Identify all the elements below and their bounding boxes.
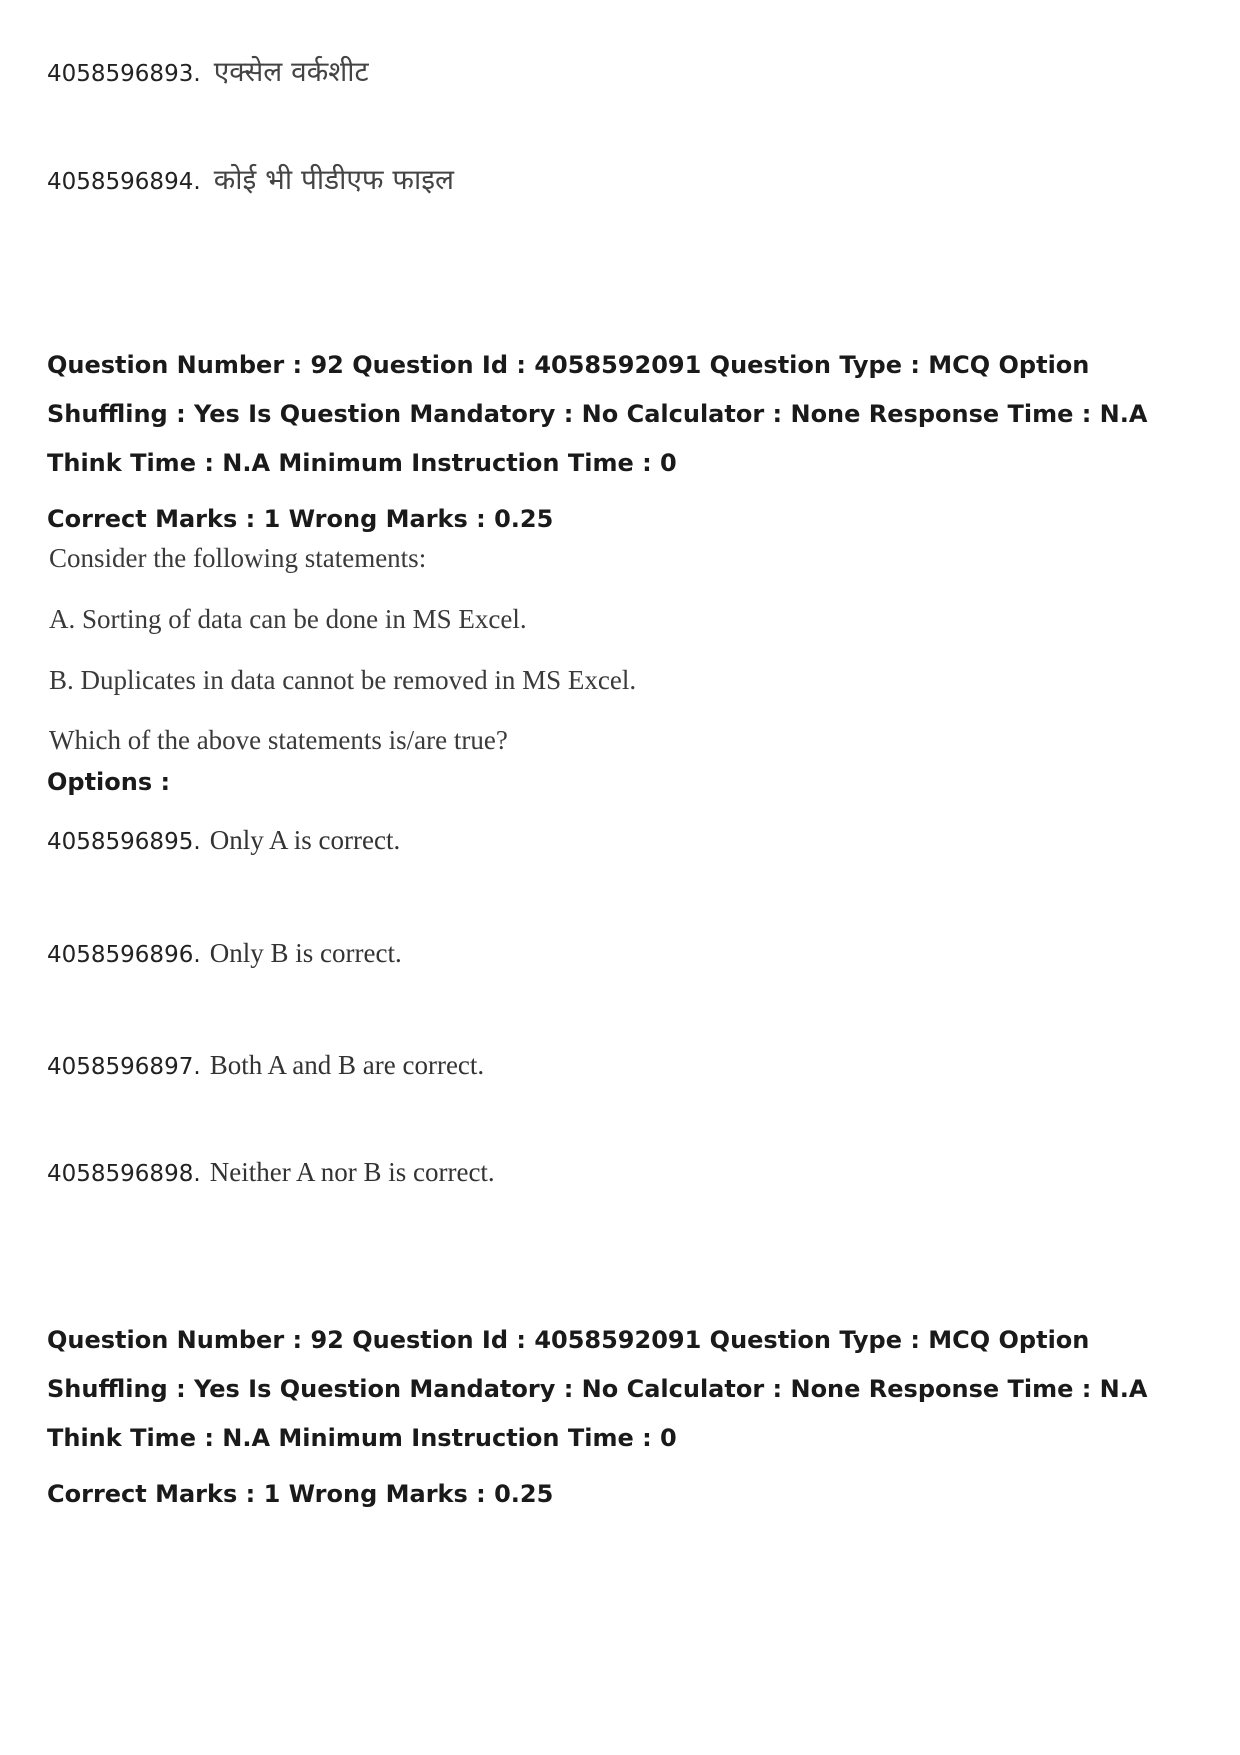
question-meta xyxy=(47,341,1207,488)
next-question-marks: Correct Marks : 1 Wrong Marks : 0.25 xyxy=(47,1480,554,1508)
question-meta-text: Question Number : 92 Question Id : 4058592091 Question Type : MCQ Option Shuffling : Yes Is Question Mandatory : No Calculator : None Response Time : N.A Think Time : N.A Minimum Instruction Time : 0 xyxy=(47,1326,1148,1452)
option-item xyxy=(47,52,369,90)
question-meta-text: Question Number : 92 Question Id : 4058592091 Question Type : MCQ Option Shuffling : Yes Is Question Mandatory : No Calculator : None Response Time : N.A Think Time : N.A Minimum Instruction Time : 0 xyxy=(47,351,1148,477)
option-id: 4058596894. xyxy=(47,169,201,195)
option-text: कोई भी पीडीएफ फाइल xyxy=(213,163,454,196)
option-id: 4058596896. xyxy=(47,942,201,968)
options-label: Options : xyxy=(47,768,171,796)
question-marks: Correct Marks : 1 Wrong Marks : 0.25 xyxy=(47,505,554,533)
option-text: Only B is correct. xyxy=(209,938,402,968)
statement-a: A. Sorting of data can be done in MS Excel. xyxy=(49,604,527,634)
option-text: Both A and B are correct. xyxy=(209,1050,485,1080)
option-text: Only A is correct. xyxy=(209,825,401,855)
option-text: एक्सेल वर्कशीट xyxy=(213,55,369,88)
statement-b: B. Duplicates in data cannot be removed in MS Excel. xyxy=(49,665,637,695)
option-item xyxy=(47,1050,484,1081)
option-id: 4058596893. xyxy=(47,61,201,87)
option-item xyxy=(47,160,454,198)
option-item xyxy=(47,1157,495,1188)
question-intro: Consider the following statements: xyxy=(49,543,427,573)
option-item xyxy=(47,938,402,969)
option-id: 4058596895. xyxy=(47,829,201,855)
option-text: Neither A nor B is correct. xyxy=(209,1157,495,1187)
option-item xyxy=(47,825,400,856)
question-prompt: Which of the above statements is/are true? xyxy=(49,725,508,755)
option-id: 4058596897. xyxy=(47,1054,201,1080)
next-question-meta xyxy=(47,1316,1207,1463)
option-id: 4058596898. xyxy=(47,1161,201,1187)
